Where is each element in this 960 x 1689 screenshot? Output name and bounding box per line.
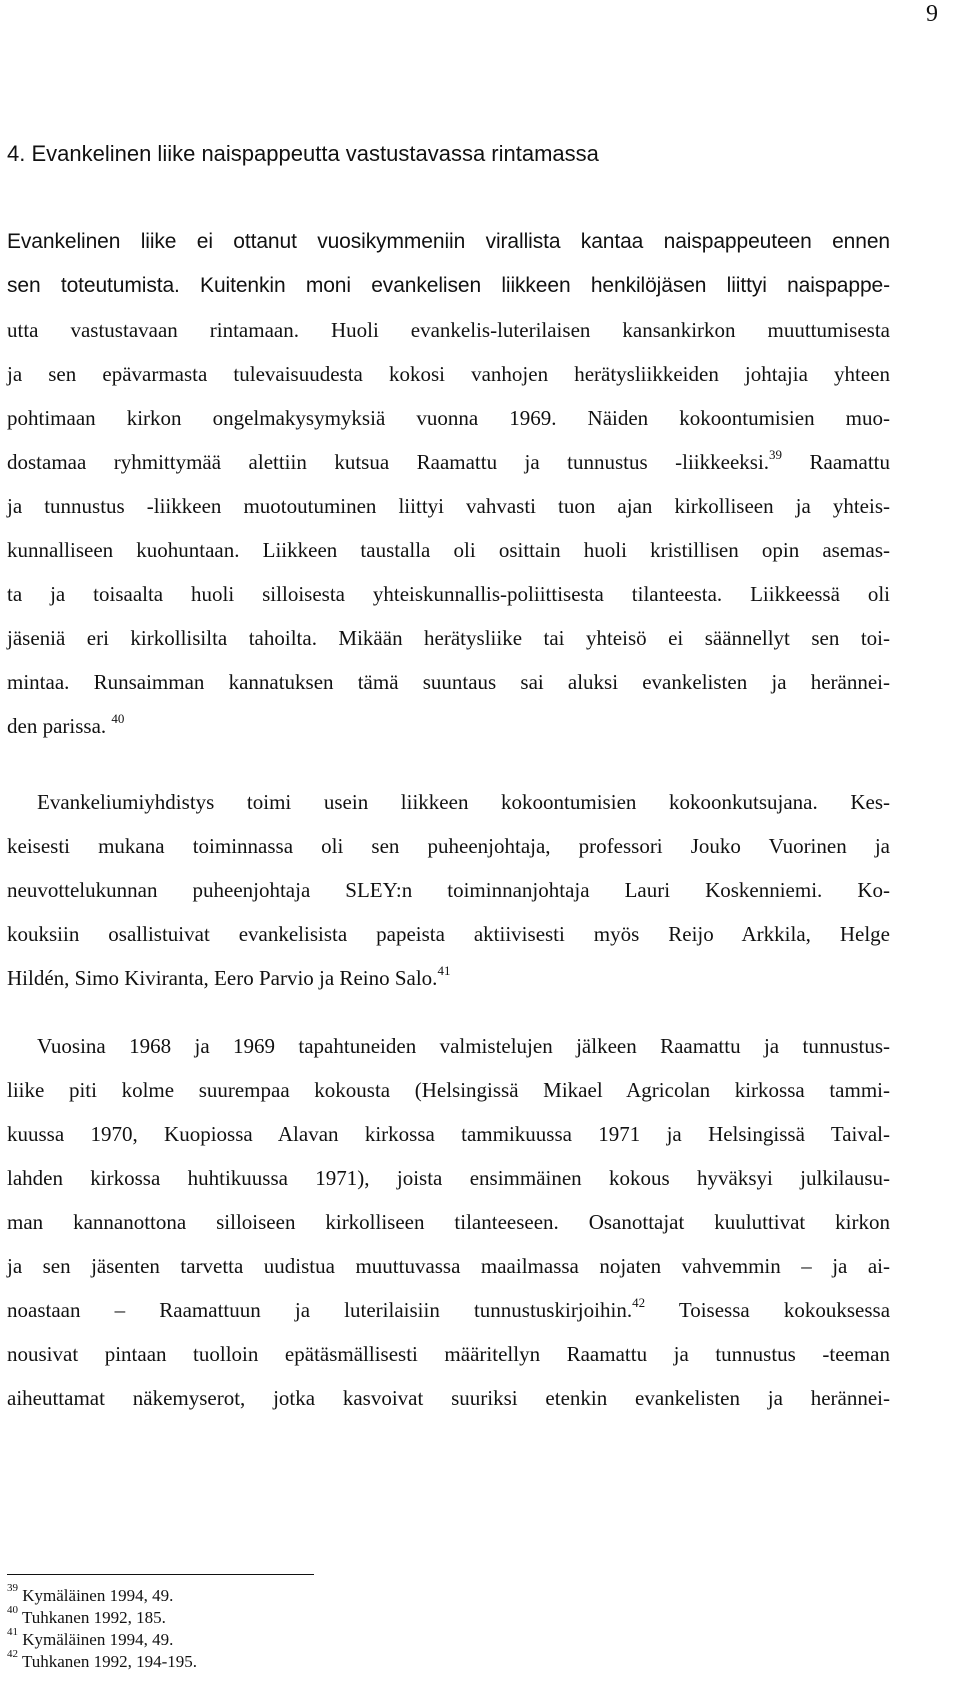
- text-line: [7, 956, 890, 1000]
- footnote-ref[interactable]: 40: [111, 711, 125, 726]
- footnote-separator: [7, 1574, 314, 1575]
- footnote: [7, 1604, 197, 1629]
- paragraph-3: [7, 1024, 890, 1420]
- text-line: kunnalliseen kuohuntaan. Liikkeen taustalla oli osittain huoli kristillisen opin asemas-: [7, 538, 890, 562]
- footnote-text: Kymäläinen 1994, 49.: [22, 1630, 174, 1649]
- footnote-text: Tuhkanen 1992, 194-195.: [21, 1652, 197, 1671]
- text-line: [7, 704, 890, 748]
- page-number: 9: [926, 1, 938, 27]
- footnote: [7, 1582, 197, 1607]
- paragraph-2: [7, 780, 890, 1000]
- text-segment: den parissa.: [7, 714, 107, 738]
- text-segment: Hildén, Simo Kiviranta, Eero Parvio ja Reino Salo.: [7, 966, 438, 990]
- paragraph-1: [7, 220, 890, 748]
- text-line: utta vastustavaan rintamaan. Huoli evankelis-luterilaisen kansankirkon muuttumisesta: [7, 318, 890, 342]
- text-line: kouksiin osallistuivat evankelisista papeista aktiivisesti myös Reijo Arkkila, Helge: [7, 922, 890, 946]
- footnote-number: 42: [7, 1648, 18, 1661]
- text-line: kuussa 1970, Kuopiossa Alavan kirkossa tammikuussa 1971 ja Helsingissä Taival-: [7, 1122, 890, 1146]
- text-line: man kannanottona silloiseen kirkolliseen tilanteeseen. Osanottajat kuuluttivat kirkon: [7, 1210, 890, 1234]
- footnote: [7, 1648, 197, 1673]
- text-line: Vuosina 1968 ja 1969 tapahtuneiden valmistelujen jälkeen Raamattu ja tunnustus-: [37, 1034, 890, 1058]
- text-line: [7, 1288, 890, 1332]
- text-line: lahden kirkossa huhtikuussa 1971), joista ensimmäinen kokous hyväksyi julkilausu-: [7, 1166, 890, 1190]
- footnote-ref[interactable]: 39: [769, 447, 783, 462]
- footnotes: [7, 1582, 197, 1673]
- text-line: ja sen epävarmasta tulevaisuudesta kokosi vanhojen herätysliikkeiden johtajia yhteen: [7, 362, 890, 386]
- text-line: [7, 440, 890, 484]
- text-line: sen toteutumista. Kuitenkin moni evankelisen liikkeen henkilöjäsen liittyi naispappe-: [7, 274, 890, 297]
- footnote-text: Tuhkanen 1992, 185.: [21, 1608, 166, 1627]
- text-segment: Toisessa kokouksessa: [678, 1298, 891, 1322]
- text-segment: Raamattu: [809, 450, 890, 474]
- text-line: ja tunnustus -liikkeen muotoutuminen liittyi vahvasti tuon ajan kirkolliseen ja yhteis-: [7, 494, 890, 518]
- text-line: Evankeliumiyhdistys toimi usein liikkeen kokoontumisien kokoonkutsujana. Kes-: [37, 790, 890, 814]
- footnote-ref[interactable]: 42: [632, 1295, 646, 1310]
- footnote-ref[interactable]: 41: [437, 963, 451, 978]
- text-line: nousivat pintaan tuolloin epätäsmällisesti määritellyn Raamattu ja tunnustus -teeman: [7, 1342, 890, 1366]
- text-line: liike piti kolme suurempaa kokousta (Helsingissä Mikael Agricolan kirkossa tammi-: [7, 1078, 890, 1102]
- text-line: mintaa. Runsaimman kannatuksen tämä suuntaus sai aluksi evankelisten ja herännei-: [7, 670, 890, 694]
- text-segment: dostamaa ryhmittymää alettiin kutsua Raamattu ja tunnustus -liikkeeksi.: [7, 450, 770, 474]
- text-line: aiheuttamat näkemyserot, jotka kasvoivat suuriksi etenkin evankelisten ja herännei-: [7, 1386, 890, 1410]
- footnote-number: 40: [7, 1604, 18, 1617]
- text-line: pohtimaan kirkon ongelmakysymyksiä vuonna 1969. Näiden kokoontumisien muo-: [7, 406, 890, 430]
- text-line: ta ja toisaalta huoli silloisesta yhteiskunnallis-poliittisesta tilanteesta. Liikkeessä oli: [7, 582, 890, 606]
- text-line: keisesti mukana toiminnassa oli sen puheenjohtaja, professori Jouko Vuorinen ja: [7, 834, 890, 858]
- footnote-text: Kymäläinen 1994, 49.: [22, 1586, 174, 1605]
- footnote-number: 39: [7, 1582, 18, 1595]
- text-line: Evankelinen liike ei ottanut vuosikymmeniin virallista kantaa naispappeuteen ennen: [7, 230, 890, 253]
- text-segment: noastaan – Raamattuun ja luterilaisiin tunnustuskirjoihin.: [7, 1298, 633, 1322]
- text-line: neuvottelukunnan puheenjohtaja SLEY:n toiminnanjohtaja Lauri Koskenniemi. Ko-: [7, 878, 890, 902]
- footnote: [7, 1626, 197, 1651]
- text-line: jäseniä eri kirkollisilta tahoilta. Mikään herätysliike tai yhteisö ei säännellyt sen toi-: [7, 626, 890, 650]
- text-line: ja sen jäsenten tarvetta uudistua muuttuvassa maailmassa nojaten vahvemmin – ja ai-: [7, 1254, 890, 1278]
- section-heading: 4. Evankelinen liike naispappeutta vastustavassa rintamassa: [7, 141, 599, 166]
- footnote-number: 41: [7, 1626, 18, 1639]
